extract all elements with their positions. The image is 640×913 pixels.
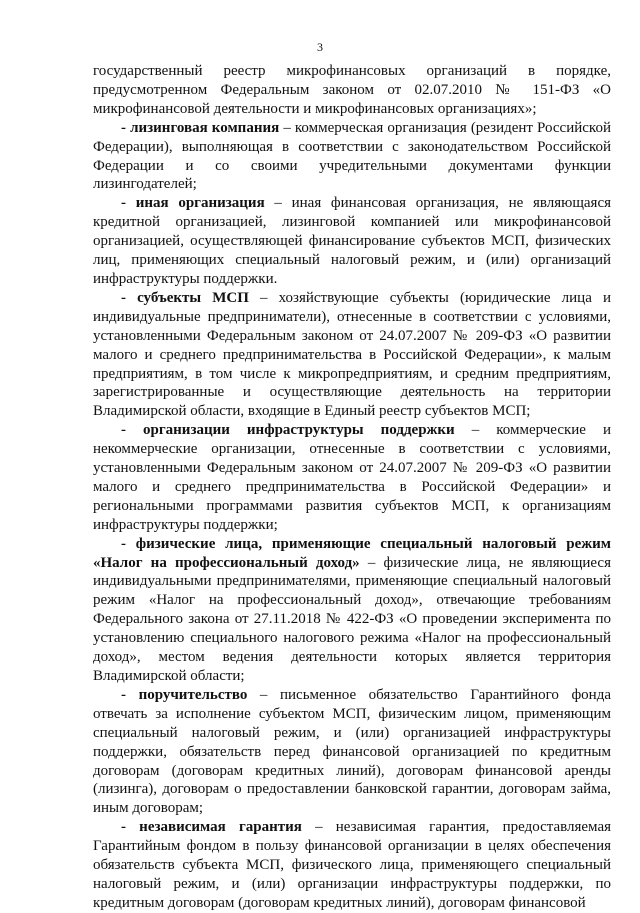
paragraph-term: - поручительство (121, 686, 248, 703)
paragraph-text: – письменное обязательство Гарантийного фонда отвечать за исполнение субъектом МСП, физическим лицом, применяющим специальный налоговый режим, и (или) организацией инфраструктуры поддержки, обязательств перед финансовой организацией по кредитным договорам (договорам кредитных линий), договорам финансовой аренды (лизинга), договорам о предоставлении банковской гарантии, договорам займа, иным договорам; (93, 686, 611, 817)
page-number: 3 (317, 40, 323, 54)
paragraph-surety (93, 686, 611, 818)
paragraph-registry-continuation (93, 62, 611, 119)
paragraph-text: – коммерческая организация (резидент Российской Федерации), выполняющая в соответствии с законодательством Российской Федерации и со своими учредительными документами функции лизингодателей; (93, 119, 611, 193)
paragraph-term: - независимая гарантия (121, 819, 302, 836)
paragraph-text: – физические лица, не являющиеся индивидуальными предпринимателями, применяющие специальный налоговый режим «Налог на профессиональный доход», отвечающие требованиям Федерального закона от 27.11.2018 № 422-ФЗ «О проведении эксперимента по установлению специального налогового режима «Налог на профессиональный доход», местом ведения деятельности которых является территория Владимирской области; (93, 554, 611, 684)
body-text (93, 62, 611, 913)
paragraph-term: - субъекты МСП (121, 289, 249, 306)
paragraph-text: – иная финансовая организация, не являющаяся кредитной организацией, лизинговой компанией или микрофинансовой организацией, осуществляющей финансирование субъектов МСП, физических лиц, применяющих специальный налоговый режим, и (или) организаций инфраструктуры поддержки. (93, 195, 611, 287)
paragraph-leasing-company (93, 119, 611, 195)
paragraph-text: государственный реестр микрофинансовых организаций в порядке, предусмотренном Федеральным законом от 02.07.2010 № 151-ФЗ «О микрофинансовой деятельности и микрофинансовых организациях»; (93, 63, 611, 117)
paragraph-text: – коммерческие и некоммерческие организации, отнесенные в соответствии с условиями, установленными Федеральным законом от 24.07.2007 № 209-ФЗ «О развитии малого и среднего предпринимательства в Российской Федерации» и региональными программами развития субъектов МСП, к организациям инфраструктуры поддержки; (93, 422, 611, 533)
paragraph-text: – хозяйствующие субъекты (юридические лица и индивидуальные предприниматели), отнесенные в соответствии с условиями, установленными Федеральным законом от 24.07.2007 № 209-ФЗ «О развитии малого и среднего предпринимательства в Российской Федерации», к малым предприятиям, в том числе к микропредприятиям, и средним предприятиям, зарегистрированные и осуществляющие деятельность на территории Владимирской области, входящие в Единый реестр субъектов МСП; (93, 289, 612, 420)
paragraph-text: – независимая гарантия, предоставляемая Гарантийным фондом в пользу финансовой организации в целях обеспечения обязательств субъекта МСП, физического лица, применяющего специальный налоговый режим, и (или) организации инфраструктуры поддержки, по кредитным договорам (договорам кредитных линий), договорам финансовой (93, 819, 611, 911)
paragraph-term: - физические лица, применяющие специальный налоговый режим «Налог на профессиональный доход» (93, 535, 611, 571)
paragraph-support-infrastructure (93, 421, 611, 534)
paragraph-independent-guarantee (93, 818, 611, 913)
paragraph-other-organization (93, 194, 611, 289)
paragraph-term: - иная организация (121, 195, 265, 212)
paragraph-sme-entities (93, 289, 611, 421)
paragraph-self-employed (93, 535, 611, 686)
paragraph-term: - организации инфраструктуры поддержки (121, 422, 455, 439)
paragraph-term: - лизинговая компания (121, 119, 280, 136)
